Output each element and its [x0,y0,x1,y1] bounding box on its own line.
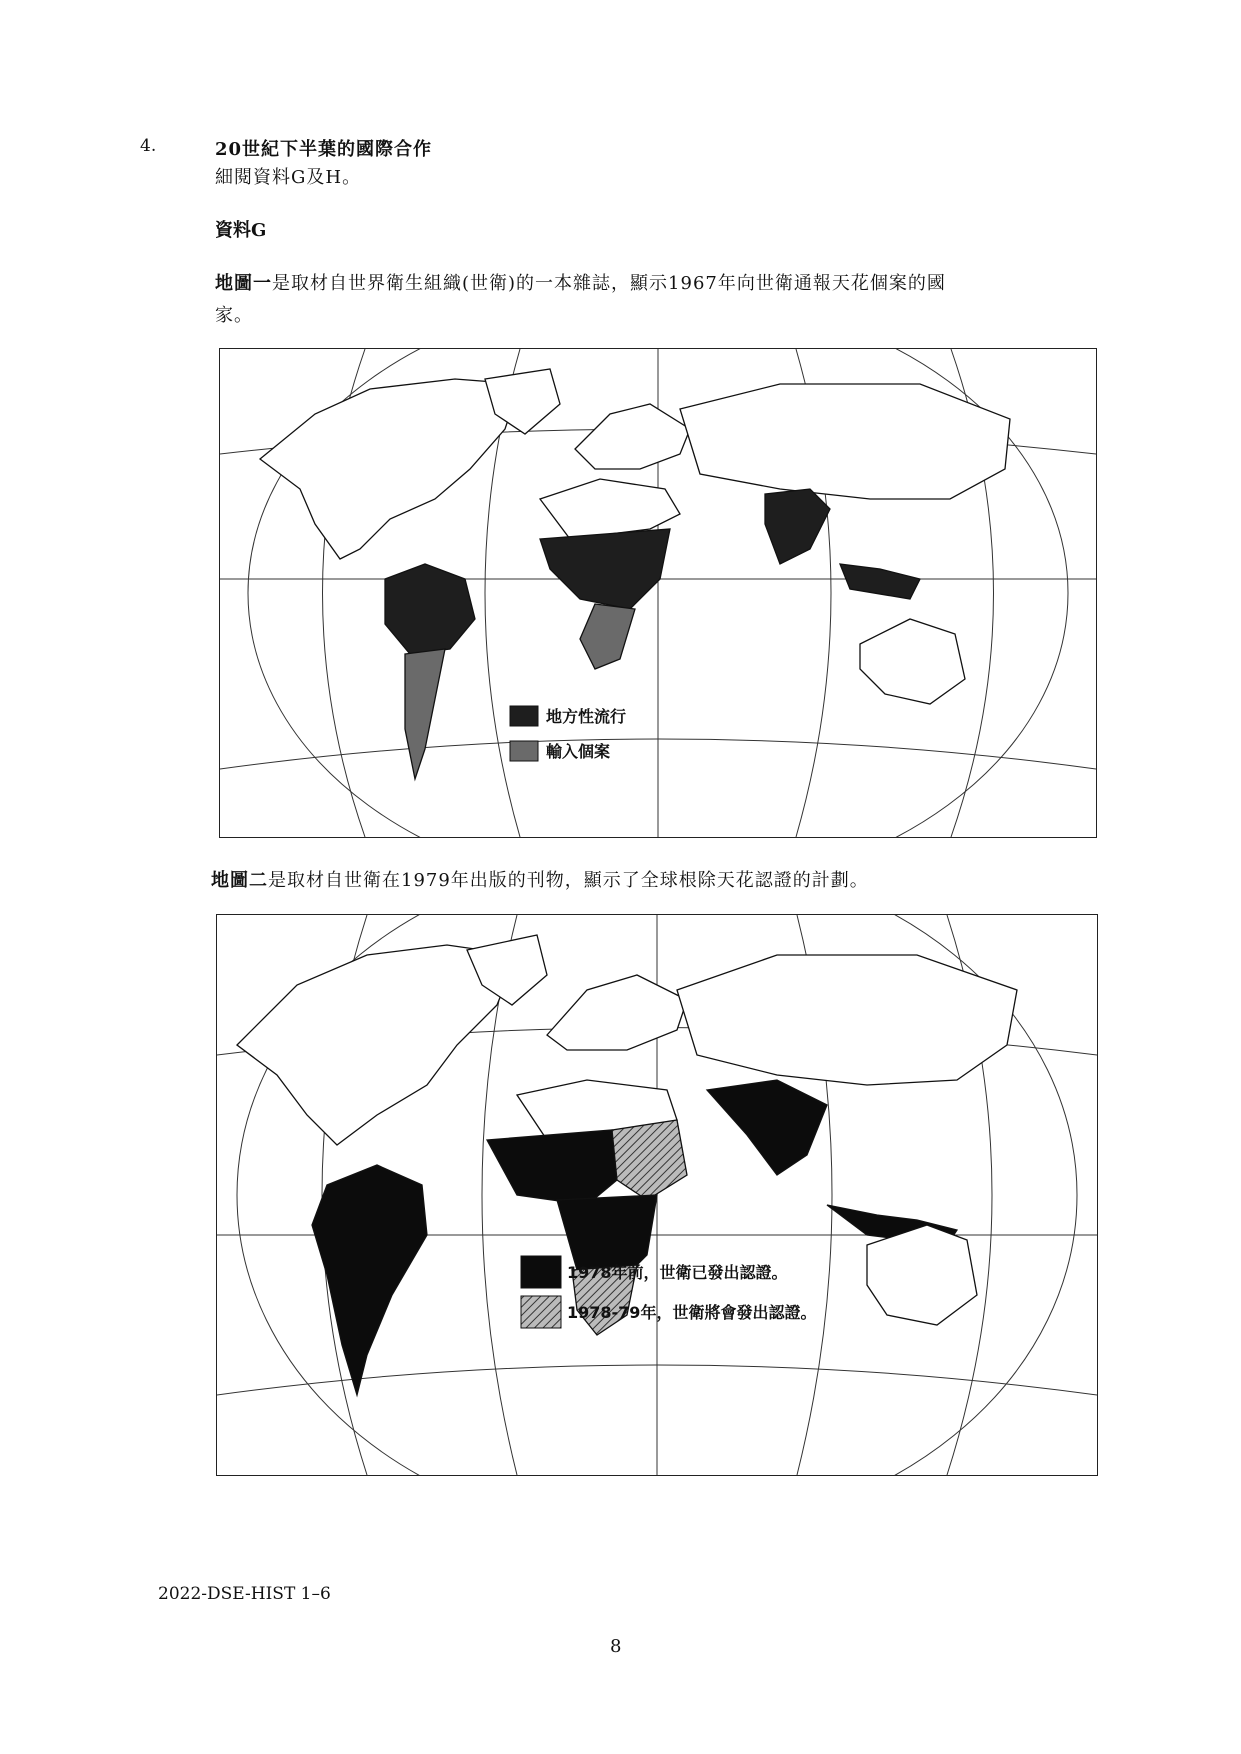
map1-world-map [220,349,1096,837]
map1-caption-text-cont: 家。 [215,305,253,326]
map2-caption-text: 是取材自世衛在1979年出版的刊物，顯示了全球根除天花認證的計劃。 [268,870,869,891]
map1-legend-swatch-imported [510,741,538,761]
map2-caption-bold: 地圖二 [211,870,268,891]
map2-north-america [237,945,517,1145]
map1-australia [860,619,965,704]
map1-caption-bold: 地圖一 [215,273,272,294]
map2-legend-label-certified: 1978年前，世衛已發出認證。 [567,1263,788,1282]
map1-south-america-north [385,564,475,654]
map1-legend-label-endemic: 地方性流行 [546,707,627,726]
map1-caption-text: 是取材自世界衛生組織(世衛)的一本雜誌，顯示1967年向世衛通報天花個案的國 [272,273,946,294]
source-label: 資料G [215,220,267,241]
exam-code: 2022-DSE-HIST 1–6 [158,1584,331,1604]
map1-figure [219,348,1097,838]
map2-africa-west [487,1130,617,1205]
map2-asia [677,955,1017,1085]
map1-south-america-south [405,649,445,779]
map1-south-asia [765,489,830,564]
map1-caption [215,268,1115,332]
map2-south-asia [707,1080,827,1175]
map2-legend-swatch-pending [521,1296,561,1328]
page-number: 8 [610,1636,622,1657]
map2-figure [216,914,1098,1476]
map1-europe [575,404,690,469]
map2-horn-of-africa [612,1120,687,1200]
map2-south-america [312,1165,427,1395]
question-instruction: 細閱資料G及H。 [215,167,362,188]
map1-legend-label-imported: 輸入個案 [546,742,611,761]
map2-legend-label-pending: 1978-79年，世衛將會發出認證。 [567,1303,817,1322]
map1-asia [680,384,1010,499]
map2-australia [867,1225,977,1325]
question-number: 4. [140,136,157,156]
map1-africa-south [580,604,635,669]
map2-caption [211,866,1111,892]
map1-southeast-asia [840,564,920,599]
map1-north-america [260,379,520,559]
question-title: 20世紀下半葉的國際合作 [215,139,433,160]
map1-africa-central [540,529,670,609]
map2-europe [547,975,687,1050]
map1-legend-swatch-endemic [510,706,538,726]
map2-world-map [217,915,1097,1475]
map2-legend-swatch-certified [521,1256,561,1288]
